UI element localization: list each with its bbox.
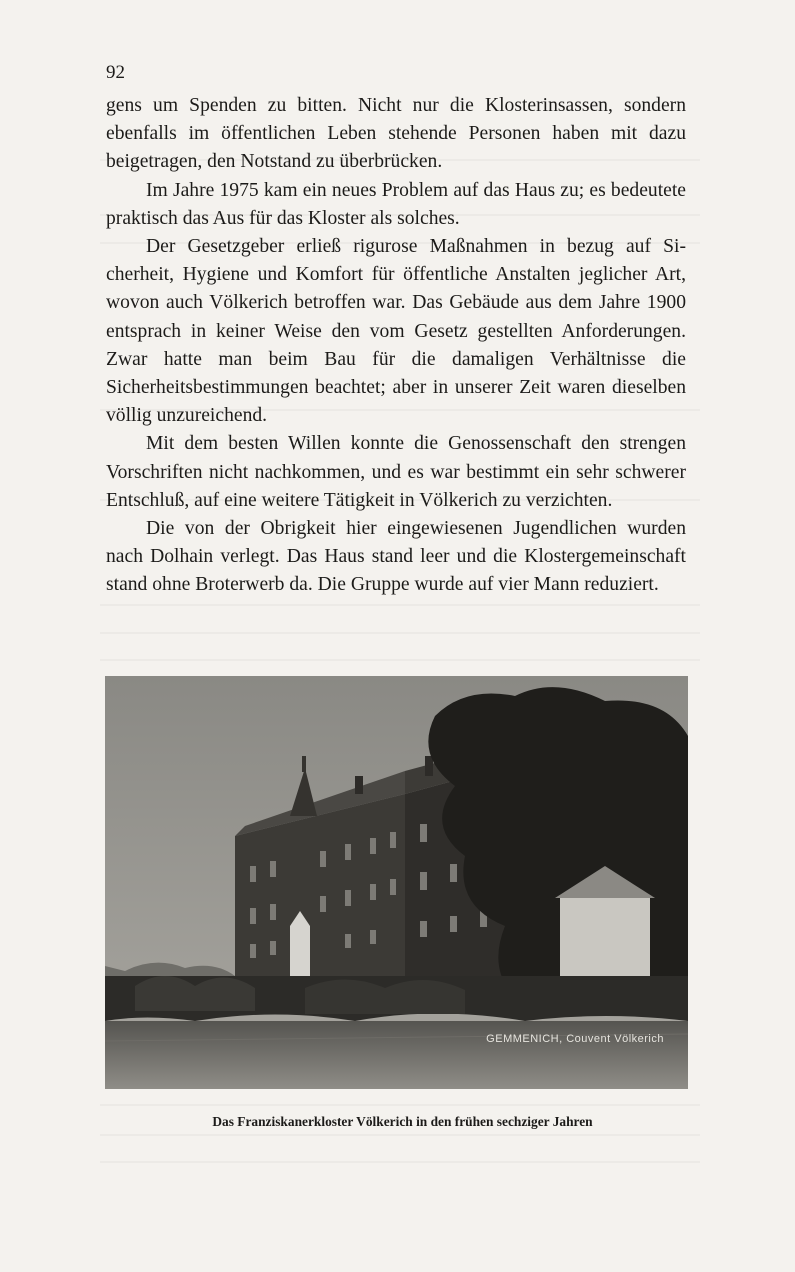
monastery-photo-illustration	[105, 676, 688, 1089]
paragraph-3: Der Gesetzgeber erließ rigurose Maßnahmen in bezug auf Sicherheit, Hygiene und Komfort für öffentliche Anstalten jeglicher Art, wovon auch Völkerich betroffen war. Das Gebäude aus dem Jahre 1900 entsprach in keiner Weise den vom Gesetz gestellten Anforderungen. Zwar hatte man beim Bau für die damaligen Verhältnisse die Sicherheitsbestimmungen beachtet; aber in unserer Zeit waren dieselben völlig unzureichend.	[106, 236, 686, 427]
monastery-photo	[105, 676, 688, 1089]
paragraph-4: Mit dem besten Willen konnte die Genossenschaft den strengen Vorschriften nicht nachkommen, und es war bestimmt ein sehr schwerer Entschluß, auf eine weitere Tätigkeit in Völkerich zu verzichten.	[106, 433, 686, 511]
photo-stamp-text: GEMMENICH, Couvent Völkerich	[486, 1033, 664, 1045]
page-number: 92	[106, 62, 125, 83]
paragraph-5: Die von der Obrigkeit hier eingewiesenen Jugendlichen wurden nach Dolhain verlegt. Das Haus stand leer und die Klostergemeinschaft stand ohne Broterwerb da. Die Gruppe wurde auf vier Mann reduziert.	[106, 518, 686, 596]
photo-caption: Das Franziskanerkloster Völkerich in den frühen sechziger Jahren	[212, 1114, 593, 1129]
paragraph-1: gens um Spenden zu bitten. Nicht nur die Klosterinsassen, sondern ebenfalls im öffentlichen Leben stehende Personen haben mit dazu beigetragen, den Notstand zu überbrücken.	[106, 95, 686, 173]
paragraph-2: Im Jahre 1975 kam ein neues Problem auf das Haus zu; es bedeutete praktisch das Aus für das Kloster als solches.	[106, 179, 686, 229]
body-text	[106, 92, 686, 600]
